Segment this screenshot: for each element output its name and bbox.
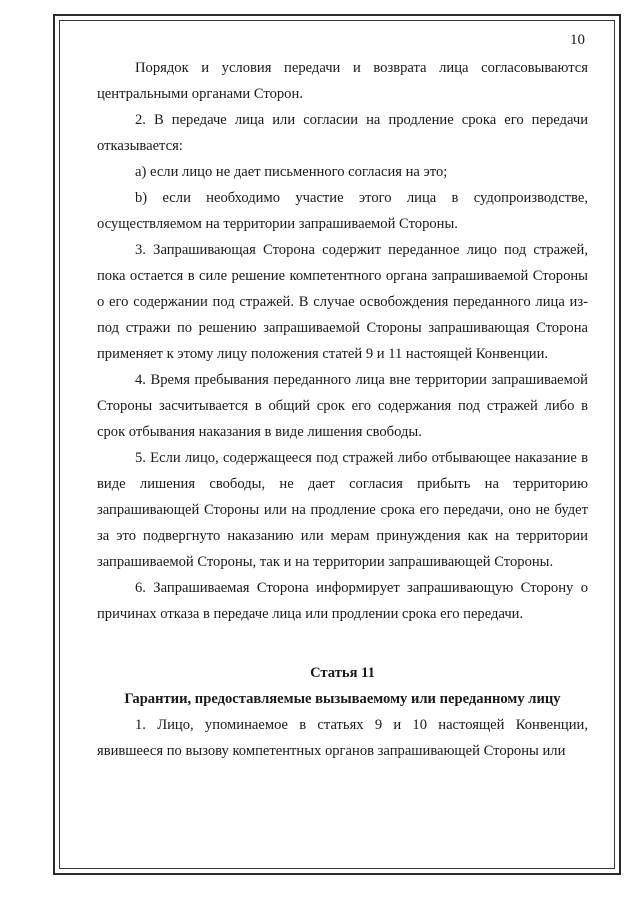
document-body: [97, 55, 588, 764]
paragraph: 6. Запрашиваемая Сторона информирует запрашивающую Сторону о причинах отказа в передаче лица или продлении срока его передачи.: [97, 580, 588, 622]
paragraph: b) если необходимо участие этого лица в судопроизводстве, осуществляемом на территории запрашиваемой Стороны.: [97, 190, 588, 232]
paragraph: 5. Если лицо, содержащееся под стражей либо отбывающее наказание в виде лишения свободы, не дает согласия прибыть на территорию запрашивающей Стороны или на продление срока его передачи, оно не будет за это подвергнуто наказанию или мерам принуждения как на территории запрашиваемой Стороны, так и на территории запрашивающей Стороны.: [97, 450, 588, 570]
paragraph: 1. Лицо, упоминаемое в статьях 9 и 10 настоящей Конвенции, явившееся по вызову компетентных органов запрашивающей Стороны или: [97, 717, 588, 759]
paragraph: 2. В передаче лица или согласии на продление срока его передачи отказывается:: [97, 112, 588, 154]
article-number: Статья 11: [310, 665, 375, 681]
paragraph: 4. Время пребывания переданного лица вне территории запрашиваемой Стороны засчитывается в общий срок его содержания под стражей либо в срок отбывания наказания в виде лишения свободы.: [97, 372, 588, 440]
article-title: Гарантии, предоставляемые вызываемому или переданному лицу: [124, 691, 561, 707]
paragraph: 3. Запрашивающая Сторона содержит переданное лицо под стражей, пока остается в силе решение компетентного органа запрашиваемой Стороны о его содержании под стражей. В случае освобождения переданного лица из-под стражи по решению запрашиваемой Стороны запрашивающая Сторона применяет к этому лицу положения статей 9 и 11 настоящей Конвенции.: [97, 242, 588, 362]
page-number: 10: [570, 32, 585, 48]
paragraph: Порядок и условия передачи и возврата лица согласовываются центральными органами Сторон.: [97, 60, 588, 102]
paragraph: а) если лицо не дает письменного согласия на это;: [135, 164, 448, 180]
